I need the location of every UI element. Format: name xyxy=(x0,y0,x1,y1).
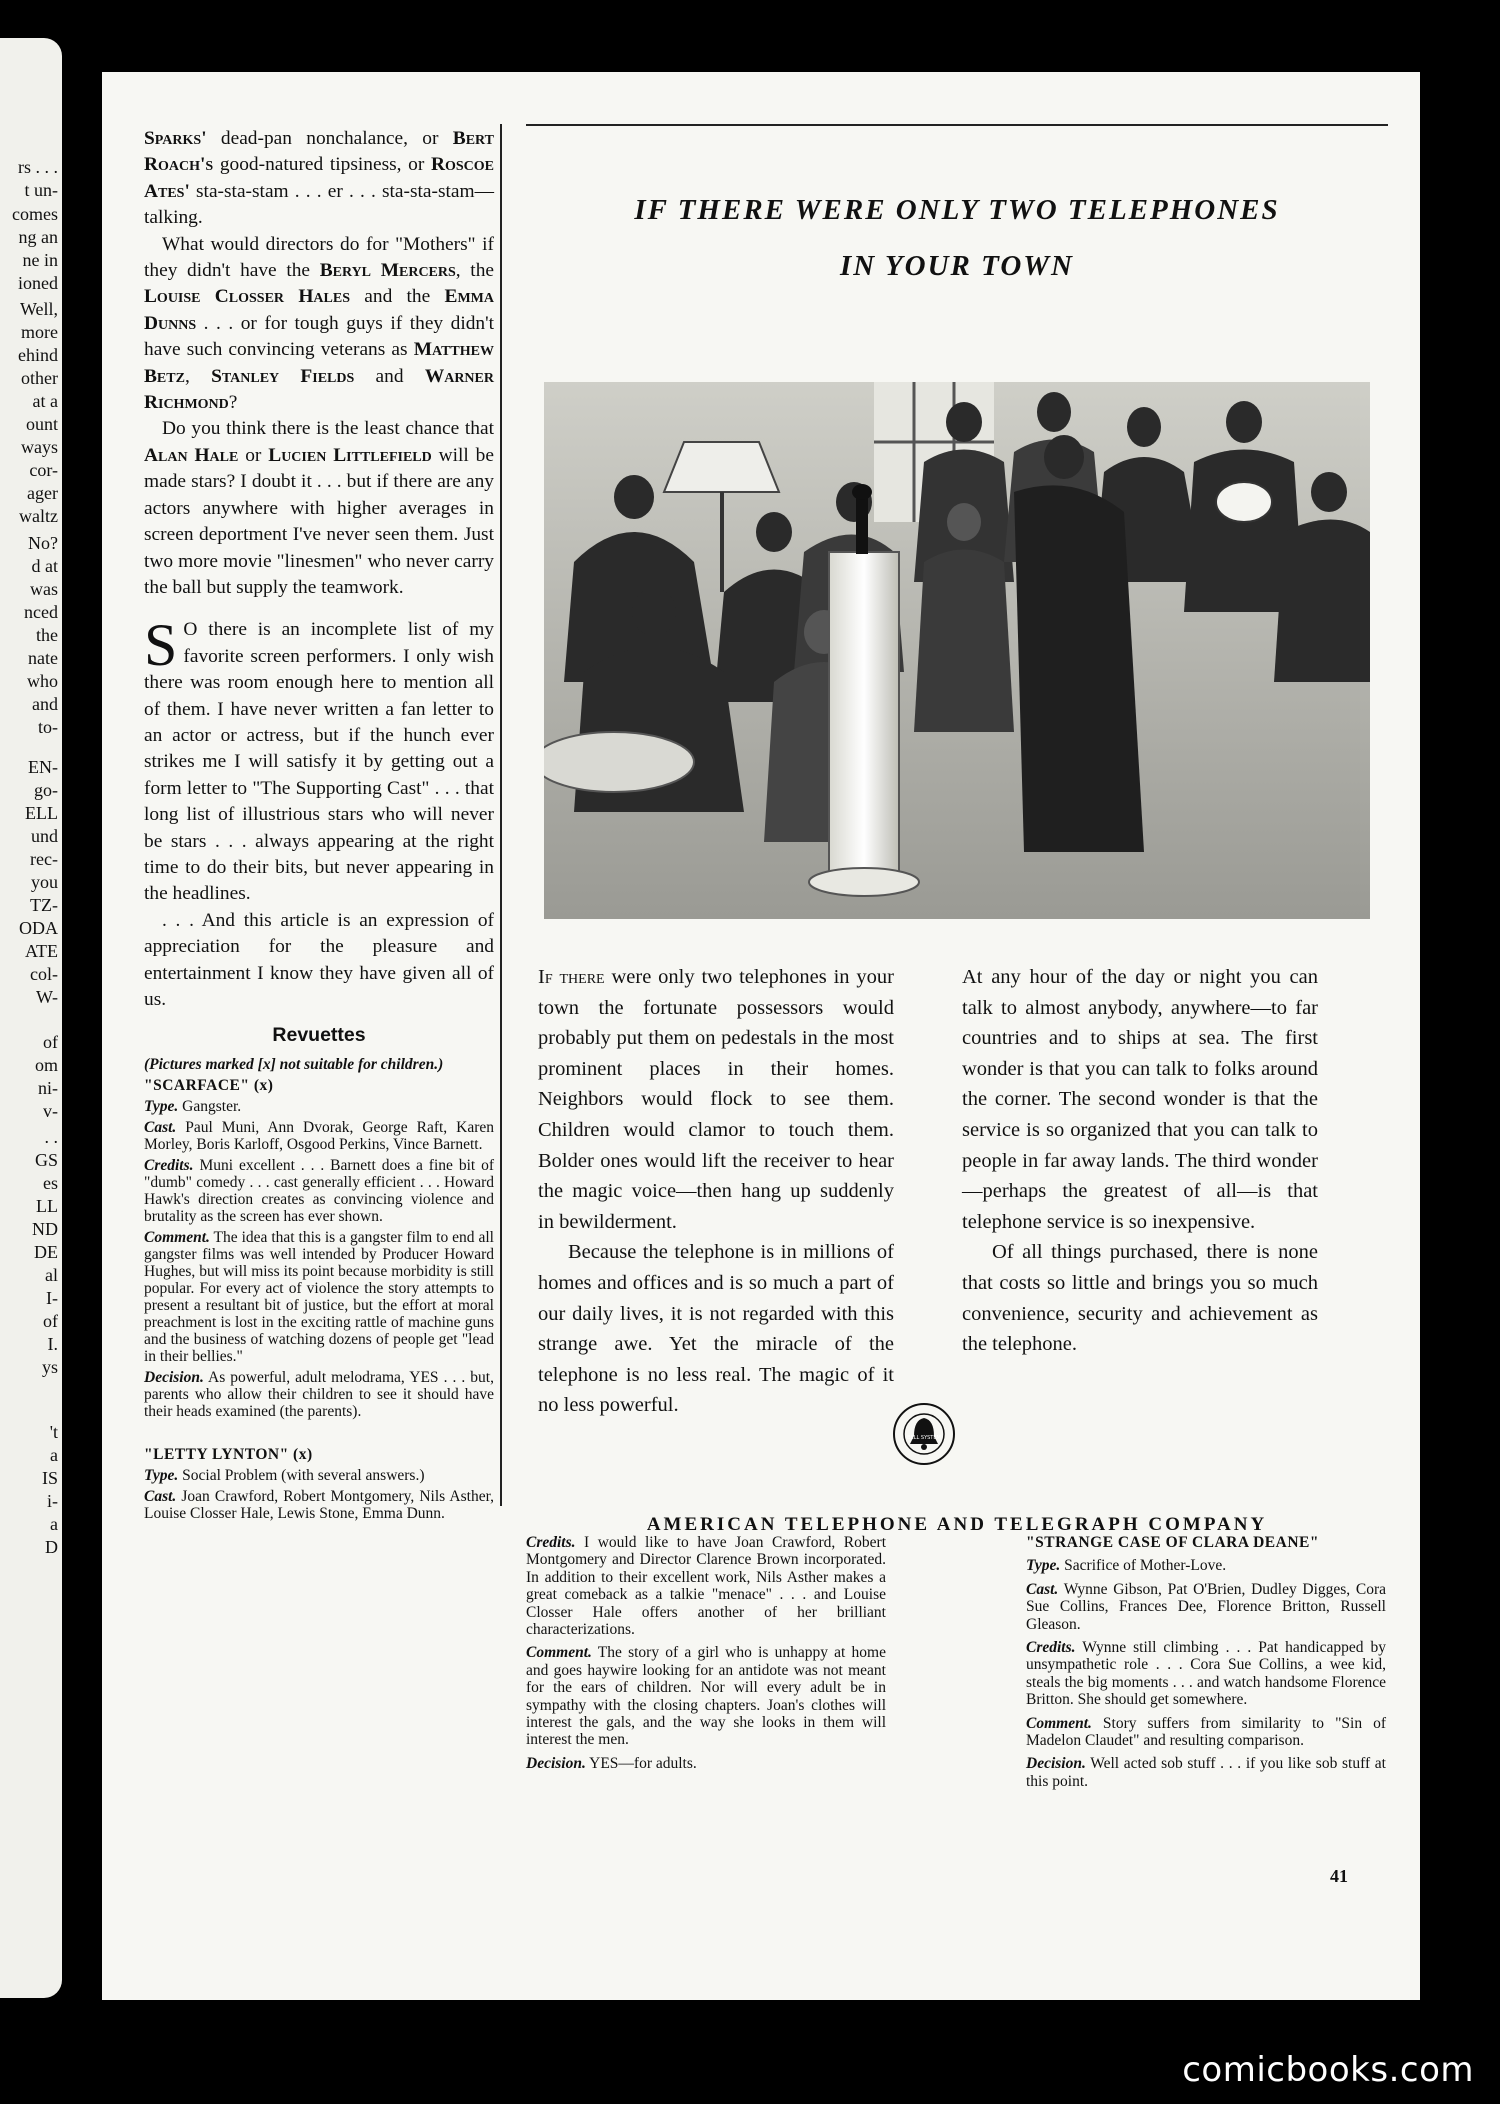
previous-page-edge xyxy=(0,38,62,1998)
review-comment: Comment. Story suffers from similarity to "Sin of Madelon Claudet" and resulting comparison. xyxy=(1026,1714,1386,1750)
ad-paragraph: At any hour of the day or night you can talk to almost anybody, anywhere—to far countries and to ships at sea. The first wonder is that you can talk to folks around the corner. The second wonder is that the service is so organized that you can talk to people in far away lands. The third wonder—perhaps the greatest of all—is that telephone service is so inexpensive. xyxy=(962,966,1318,1233)
prev-page-fragment: i- xyxy=(47,1491,58,1511)
prev-page-fragment: ount xyxy=(25,414,58,434)
prev-page-fragment: of xyxy=(43,1032,58,1052)
att-advertisement xyxy=(526,124,1388,1535)
review-title: "STRANGE CASE OF CLARA DEANE" xyxy=(1026,1534,1319,1551)
article-paragraph: Do you think there is the least chance that Alan Hale or Lucien Littlefield will be made stars? I doubt it . . . but if there are any actors anywhere with higher averages in screen deportment I've never seen them. Just two more movie "linesmen" who never carry the ball but supply the teamwork. xyxy=(144,418,494,598)
article-paragraph: What would directors do for "Mothers" if they didn't have the Beryl Mercers, the Louise Closser Hales and the Emma Dunns . . . or for tough guys if they didn't have such convincing veterans as Matthew Betz, Stanley Fields and Warner Richmond? xyxy=(144,233,495,414)
prev-page-fragment: al xyxy=(45,1265,58,1285)
review-credits: Credits. I would like to have Joan Crawford, Robert Montgomery and Director Clarence Brown incorporated. In addition to their excellent work, Nils Asther makes a great comeback as a talkie "menace" . . . and Louise Closser Hale offers another of her brilliant characterizations. xyxy=(526,1534,886,1639)
prev-page-fragment: DE xyxy=(34,1242,58,1262)
column-rule xyxy=(500,124,502,1506)
prev-page-fragment: who xyxy=(27,671,58,691)
prev-page-fragment: D xyxy=(45,1537,58,1557)
prev-page-fragment: t un- xyxy=(24,180,58,200)
ad-paragraph: Of all things purchased, there is none that costs so little and brings you so much convenience, security and achievement as the telephone. xyxy=(962,1241,1318,1356)
prev-page-fragment: LL xyxy=(36,1196,58,1216)
ad-text-column-right xyxy=(962,962,1318,1360)
prev-page-fragment: und xyxy=(31,826,58,846)
review-credits: Credits. Muni excellent . . . Barnett does a fine bit of "dumb" comedy . . . cast generally efficient . . . Howard Hawk's direction creates as convincing violence and brutality as the screen has ever shown. xyxy=(144,1157,494,1226)
bell-system-seal-icon xyxy=(892,1402,956,1466)
prev-page-fragment: No? xyxy=(28,533,58,553)
prev-page-fragment: more xyxy=(21,322,58,342)
prev-page-fragment: ND xyxy=(32,1219,58,1239)
review-cast: Cast. Joan Crawford, Robert Montgomery, Nils Asther, Louise Closser Hale, Lewis Stone, Emma Dunn. xyxy=(144,1488,494,1523)
article-paragraph: S O there is an incomplete list of my favorite screen performers. I only wish there was room enough here to mention all of them. I have never written a fan letter to an actor or actress, but if the hunch ever strikes me I will satisfy it by getting out a form letter to "The Supporting Cast" . . . that long list of illustrious stars who will never be stars . . . always appearing at the right time to do their bits, but never appearing in the headlines. xyxy=(144,612,494,905)
prev-page-fragment: comes xyxy=(12,204,58,224)
prev-page-fragment: I. xyxy=(47,1334,58,1354)
prev-page-fragment: you xyxy=(31,872,58,892)
svg-text:BELL SYSTEM: BELL SYSTEM xyxy=(907,1435,941,1441)
prev-page-fragment: was xyxy=(30,579,58,599)
review-comment: Comment. The idea that this is a gangster film to end all gangster films was well intended by Producer Howard Hughes, but will miss its point because morbidity is still popular. For every act of violence the story attempts to present a resultant bit of justice, but the effort at moral preachment is lost in the exciting rattle of machine guns and the business of watching dozens of people get "lead in their bellies." xyxy=(144,1229,494,1366)
review-decision: Decision. Well acted sob stuff . . . if you like sob stuff at this point. xyxy=(1026,1755,1386,1790)
prev-page-fragment: at a xyxy=(32,391,58,411)
ad-paragraph: If there were only two telephones in your town the fortunate possessors would probably put them on pedestals in the most prominent places in their homes. Neighbors would flock to see them. Children would clamor to touch them. Bolder ones would lift the receiver to hear the magic voice—then hang up suddenly in bewilderment. xyxy=(538,966,895,1233)
prev-page-fragment: a xyxy=(50,1514,58,1534)
review-column-middle xyxy=(526,1534,886,1778)
article-paragraph: . . . And this article is an expression of appreciation for the pleasure and entertainment I know they have given all of us. xyxy=(144,909,494,1010)
ad-paragraph: Because the telephone is in millions of homes and offices and is so much a part of our daily lives, it is not regarded with this strange awe. Yet the miracle of the telephone is no less real. The magic of it no less powerful. xyxy=(538,1241,894,1417)
prev-page-fragment: to- xyxy=(38,717,58,737)
review-type: Type. Sacrifice of Mother-Love. xyxy=(1026,1557,1227,1575)
ad-company-name: AMERICAN TELEPHONE AND TELEGRAPH COMPANY xyxy=(646,1514,1268,1535)
watermark: comicbooks.com xyxy=(1182,2050,1474,2090)
prev-page-fragment: a xyxy=(50,1445,58,1465)
prev-page-fragment: W- xyxy=(36,987,58,1007)
prev-page-fragment: rs . . . xyxy=(18,157,58,177)
revuettes-note: (Pictures marked [x] not suitable for children.) xyxy=(144,1056,444,1074)
review-type: Type. Social Problem (with several answers.) xyxy=(144,1467,425,1485)
prev-page-fragment: waltz xyxy=(19,506,58,526)
revuettes-section xyxy=(144,1024,494,1523)
prev-page-fragment: ng an xyxy=(18,227,58,247)
revuettes-title: Revuettes xyxy=(272,1024,366,1047)
prev-page-fragment: ys xyxy=(41,1357,58,1377)
prev-page-fragment: d at xyxy=(31,556,58,576)
prev-page-fragment: other xyxy=(21,368,58,388)
prev-page-fragment: col- xyxy=(30,964,58,984)
ad-top-rule xyxy=(526,124,1388,126)
prev-page-fragment: nate xyxy=(28,648,58,668)
prev-page-fragment: ways xyxy=(21,437,58,457)
prev-page-fragment: TZ- xyxy=(30,895,58,915)
review-title: "LETTY LYNTON" (x) xyxy=(144,1446,313,1464)
review-cast: Cast. Wynne Gibson, Pat O'Brien, Dudley Digges, Cora Sue Collins, Frances Dee, Florence Britton, Russell Gleason. xyxy=(1026,1580,1386,1633)
ad-text-column-left xyxy=(538,962,894,1421)
prev-page-fragment: nced xyxy=(24,602,58,622)
prev-page-fragment: . . xyxy=(44,1127,58,1147)
prev-page-fragment: GS xyxy=(34,1150,58,1170)
magazine-page xyxy=(102,72,1420,2000)
prev-page-fragment: Well, xyxy=(19,299,58,319)
prev-page-fragment: es xyxy=(43,1173,58,1193)
prev-page-fragment: ELL xyxy=(25,803,58,823)
prev-page-fragment: of xyxy=(43,1311,58,1331)
prev-page-fragment: rec- xyxy=(30,849,58,869)
prev-page-fragment: 't xyxy=(49,1422,58,1442)
review-title: "SCARFACE" (x) xyxy=(144,1077,274,1095)
prev-page-fragment: v- xyxy=(43,1101,58,1121)
review-comment: Comment. The story of a girl who is unhappy at home and goes haywire looking for an antidote was not meant for the ears of children. Nor will every adult be in sympathy with the closing chapters. Joan's clothes will interest the gals, and the way she looks in them will interest the men. xyxy=(526,1644,886,1749)
article-column xyxy=(144,126,494,1526)
prev-page-fragment: ne in xyxy=(22,250,58,270)
review-credits: Credits. Wynne still climbing . . . Pat handicapped by unsympathetic role . . . Cora Sue Collins, a wee kid, steals the big moments . . . and watch handsome Florence Britton. She should get somewhere. xyxy=(1026,1639,1386,1709)
prev-page-fragment: I- xyxy=(46,1288,58,1308)
prev-page-fragment: cor- xyxy=(29,460,58,480)
prev-page-fragment: ATE xyxy=(25,941,58,961)
review-type: Type. Gangster. xyxy=(144,1098,242,1116)
prev-page-fragment: EN- xyxy=(28,757,58,777)
review-decision: Decision. YES—for adults. xyxy=(526,1754,697,1772)
prev-page-fragment: ager xyxy=(27,483,58,503)
page-number: 41 xyxy=(1330,1866,1348,1886)
ad-headline: IF THERE WERE ONLY TWO TELEPHONES IN YOUR TOWN xyxy=(634,194,1280,282)
review-cast: Cast. Paul Muni, Ann Dvorak, George Raft, Karen Morley, Boris Karloff, Osgood Perkins, Vince Barnett. xyxy=(144,1119,494,1154)
review-decision: Decision. As powerful, adult melodrama, YES . . . but, parents who allow their children to see it should have their heads examined (the parents). xyxy=(144,1369,494,1421)
prev-page-fragment: and xyxy=(32,694,58,714)
article-paragraph: Sparks' dead-pan nonchalance, or Bert Roach's good-natured tipsiness, or Roscoe Ates' sta-sta-stam . . . er . . . sta-sta-stam—talking. xyxy=(144,128,494,229)
prev-page-fragment: the xyxy=(36,625,58,645)
prev-page-fragment: go- xyxy=(34,780,58,800)
drop-cap: S xyxy=(144,612,178,679)
prev-page-fragment: ehind xyxy=(18,345,58,365)
prev-page-fragment: ioned xyxy=(18,273,58,293)
telephone-on-pedestal-illustration xyxy=(544,382,1370,919)
prev-page-fragment: ODA xyxy=(19,918,58,938)
review-column-right xyxy=(1026,1534,1386,1796)
prev-page-fragment: om xyxy=(34,1055,58,1075)
prev-page-fragment: IS xyxy=(41,1468,58,1488)
prev-page-fragment: ni- xyxy=(38,1078,58,1098)
